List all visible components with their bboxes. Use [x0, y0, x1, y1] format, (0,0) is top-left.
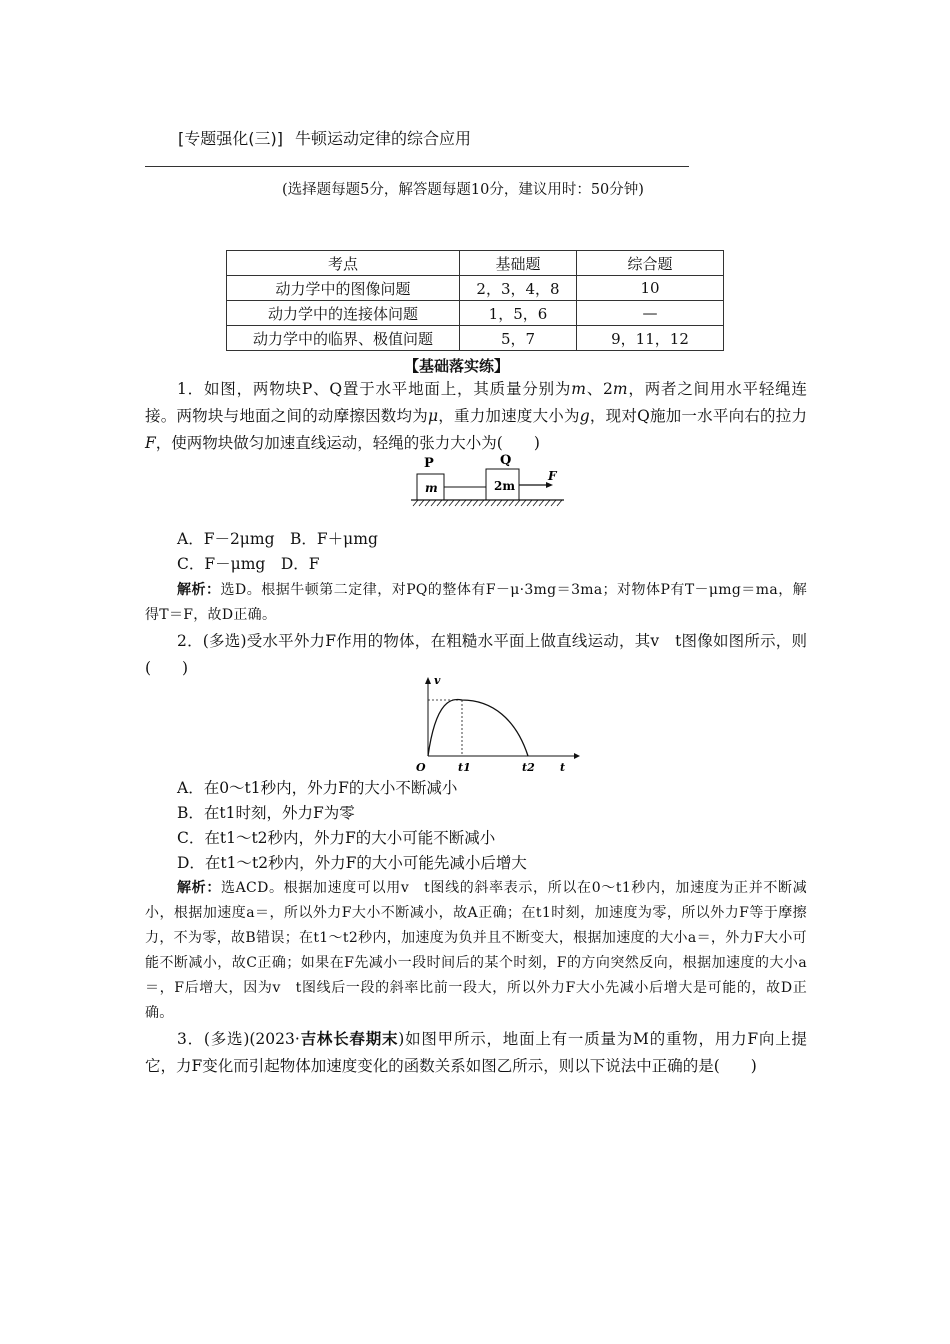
- table-cell: —: [577, 301, 724, 326]
- solution-label: 解析：: [177, 880, 221, 896]
- question-1-stem: 1．如图，两物块P、Q置于水平地面上，其质量分别为m、2m，两者之间用水平轻绳连接。两物块与地面之间的动摩擦因数均为μ，重力加速度大小为g，现对Q施加一水平向右的拉力F，使两物块做匀加速直线运动，轻绳的张力大小为( ): [145, 380, 807, 452]
- y-axis-arrow: [425, 677, 431, 684]
- table-cell: 动力学中的临界、极值问题: [227, 326, 460, 351]
- section-title: 【基础落实练】: [404, 357, 510, 375]
- option-c[interactable]: C．在t1～t2秒内，外力F的大小可能不断减小: [177, 829, 496, 847]
- table-header: 考点: [227, 251, 460, 276]
- topic-title: 牛顿运动定律的综合应用: [294, 129, 471, 148]
- question-1-figure: [408, 452, 568, 510]
- solution-text: 选D。根据牛顿第二定律，对PQ的整体有F－μ·3mg＝3ma；对物体P有T－μmg＝ma，解得T＝F，故D正确。: [145, 582, 807, 623]
- option-d[interactable]: D．F: [280, 555, 320, 573]
- t1-label: t1: [458, 761, 471, 774]
- table-cell: 5，7: [460, 326, 577, 351]
- table-header: 基础题: [460, 251, 577, 276]
- page-title: [178, 126, 471, 149]
- table-header-row: [227, 251, 724, 276]
- option-d[interactable]: D．在t1～t2秒内，外力F的大小可能先减小后增大: [177, 854, 527, 872]
- question-2-stem: 2．(多选)受水平外力F作用的物体，在粗糙水平面上做直线运动，其v t图像如图所示，则( ): [145, 632, 807, 677]
- table-header: 综合题: [577, 251, 724, 276]
- label-p: P: [424, 456, 434, 471]
- table-cell: 10: [577, 276, 724, 301]
- question-3-stem: 3．(多选)(2023·吉林长春期末)如图甲所示，地面上有一质量为M的重物，用力F向上提它，力F变化而引起物体加速度变化的函数关系如图乙所示，则以下说法中正确的是( ): [145, 1029, 807, 1075]
- velocity-curve: [428, 699, 528, 756]
- velocity-time-graph: [412, 674, 580, 776]
- x-axis-arrow: [574, 753, 580, 759]
- label-q: Q: [500, 453, 512, 468]
- origin-label: O: [416, 761, 426, 774]
- table-row: [227, 326, 724, 351]
- option-b[interactable]: B．F＋μmg: [290, 530, 378, 548]
- question-1-options-ab: [177, 527, 378, 552]
- option-c[interactable]: C．F－μmg: [177, 555, 266, 573]
- mass-q: 2m: [494, 479, 516, 493]
- question-source: 吉林长春期末: [299, 1029, 399, 1048]
- table-row: [227, 276, 724, 301]
- solution-label: 解析：: [177, 582, 221, 598]
- topic-tag: [专题强化(三)]: [178, 129, 283, 148]
- table-cell: 动力学中的图像问题: [227, 276, 460, 301]
- x-axis-label: t: [560, 761, 566, 774]
- force-label: F: [548, 469, 557, 483]
- option-b[interactable]: B．在t1时刻，外力F为零: [177, 804, 355, 822]
- table-cell: 9，11，12: [577, 326, 724, 351]
- knowledge-point-table: [226, 250, 724, 351]
- question-2-solution: [145, 876, 807, 1026]
- option-a[interactable]: A．F－2μmg: [177, 530, 275, 548]
- question-1-options-cd: [177, 552, 320, 577]
- y-axis-label: v: [434, 674, 441, 687]
- table-cell: 1，5，6: [460, 301, 577, 326]
- question-1-solution: [145, 578, 807, 628]
- table-cell: 动力学中的连接体问题: [227, 301, 460, 326]
- option-a[interactable]: A．在0～t1秒内，外力F的大小不断减小: [177, 779, 458, 797]
- table-cell: 2，3，4，8: [460, 276, 577, 301]
- table-row: [227, 301, 724, 326]
- t2-label: t2: [522, 761, 535, 774]
- title-divider: [145, 166, 689, 167]
- time-note: (选择题每题5分，解答题每题10分，建议用时：50分钟): [282, 182, 644, 198]
- mass-p: m: [425, 481, 438, 495]
- ground-hatch: [413, 500, 562, 506]
- solution-text: 选ACD。根据加速度可以用v t图线的斜率表示，所以在0～t1秒内，加速度为正并不断减小，根据加速度a＝，所以外力F大小不断减小，故A正确；在t1时刻，加速度为零，所以外力F等于摩擦力，不为零，故B错误；在t1～t2秒内，加速度为负并且不断变大，根据加速度的大小a＝，外力F大小可能不断减小，故C正确；如果在F先减小一段时间后的某个时刻，F的方向突然反向，根据加速度的大小a＝，F后增大，因为v t图线后一段的斜率比前一段大，所以外力F大小先减小后增大是可能的，故D正确。: [145, 880, 807, 1021]
